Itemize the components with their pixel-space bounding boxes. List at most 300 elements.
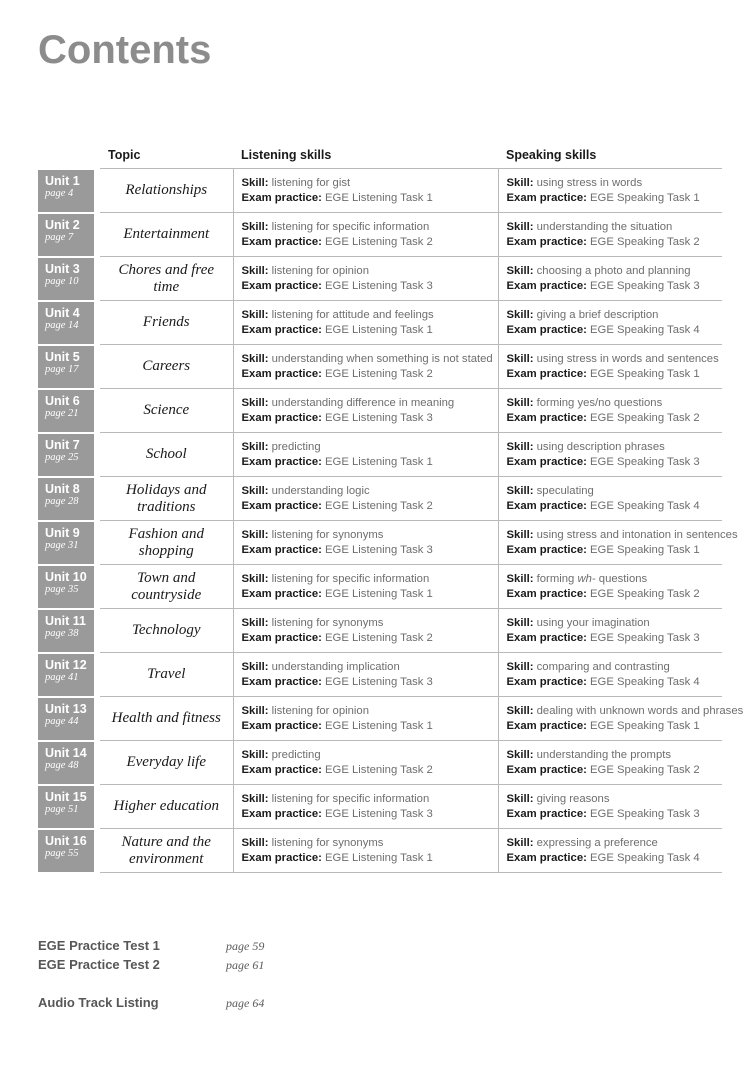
topic-label: Friends xyxy=(142,314,190,331)
skill-label: Skill: xyxy=(506,616,534,629)
listening-skills xyxy=(234,742,498,783)
footer-entry[interactable] xyxy=(38,995,538,1011)
topic-label: Nature and the environment xyxy=(121,833,211,867)
speaking-exam-line xyxy=(507,455,715,470)
skill-label: Skill: xyxy=(241,792,269,805)
speaking-skill-value: understanding the prompts xyxy=(536,748,672,761)
footer-entries xyxy=(38,938,538,1014)
speaking-exam-value: EGE Speaking Task 4 xyxy=(590,675,700,688)
listening-exam-line xyxy=(242,367,490,382)
table-row[interactable] xyxy=(38,785,722,829)
unit-badge[interactable] xyxy=(38,654,94,696)
speaking-skills xyxy=(499,170,723,211)
table-row[interactable] xyxy=(38,213,722,257)
speaking-skills xyxy=(499,302,723,343)
listening-exam-line xyxy=(242,851,490,866)
listening-skill-value: listening for attitude and feelings xyxy=(271,308,434,321)
exam-practice-label: Exam practice: xyxy=(506,455,587,468)
listening-skill-line xyxy=(242,308,490,323)
listening-skill-line xyxy=(242,704,490,719)
listening-cell xyxy=(233,169,498,213)
listening-exam-line xyxy=(242,719,490,734)
listening-skill-line xyxy=(242,220,490,235)
speaking-skill-value: understanding the situation xyxy=(536,220,673,233)
listening-exam-value: EGE Listening Task 2 xyxy=(325,499,433,512)
listening-skill-line xyxy=(242,264,490,279)
listening-skill-line xyxy=(242,528,490,543)
listening-exam-line xyxy=(242,631,490,646)
header-listening-skills: Listening skills xyxy=(241,148,332,162)
topic-label: Town and countryside xyxy=(131,569,202,603)
skill-label: Skill: xyxy=(241,220,269,233)
listening-cell xyxy=(233,213,498,257)
exam-practice-label: Exam practice: xyxy=(506,763,587,776)
listening-cell xyxy=(233,785,498,829)
skill-label: Skill: xyxy=(241,352,269,365)
listening-exam-line xyxy=(242,191,490,206)
exam-practice-label: Exam practice: xyxy=(506,675,587,688)
listening-skill-value: understanding implication xyxy=(271,660,400,673)
unit-cell[interactable] xyxy=(38,785,100,829)
listening-exam-value: EGE Listening Task 1 xyxy=(325,323,433,336)
unit-page-label: page 7 xyxy=(45,231,74,243)
listening-skill-line xyxy=(241,352,493,367)
unit-badge[interactable] xyxy=(38,522,94,564)
speaking-cell xyxy=(498,433,722,477)
speaking-cell xyxy=(498,785,722,829)
topic-label: Science xyxy=(143,402,190,419)
speaking-skill-line xyxy=(506,704,744,719)
speaking-skills xyxy=(499,742,723,783)
listening-exam-value: EGE Listening Task 1 xyxy=(325,719,433,732)
speaking-cell xyxy=(498,213,722,257)
speaking-skill-line xyxy=(506,352,719,367)
listening-exam-value: EGE Listening Task 2 xyxy=(325,763,433,776)
speaking-skill-value: using stress in words xyxy=(536,176,643,189)
listening-exam-line xyxy=(242,323,490,338)
listening-exam-value: EGE Listening Task 3 xyxy=(325,411,433,424)
unit-page-label: page 41 xyxy=(45,671,79,683)
speaking-skill-line xyxy=(507,220,715,235)
listening-cell xyxy=(233,389,498,433)
skill-label: Skill: xyxy=(241,308,269,321)
exam-practice-label: Exam practice: xyxy=(241,675,322,688)
unit-badge[interactable] xyxy=(38,434,94,476)
skill-label: Skill: xyxy=(241,836,269,849)
speaking-cell xyxy=(498,829,722,873)
skill-label: Skill: xyxy=(506,528,534,541)
speaking-exam-value: EGE Speaking Task 1 xyxy=(590,191,700,204)
topic-cell xyxy=(100,257,233,301)
skill-label: Skill: xyxy=(241,440,269,453)
page-title: Contents xyxy=(38,28,212,72)
listening-skill-value: listening for opinion xyxy=(271,704,369,717)
listening-skill-value: listening for specific information xyxy=(271,792,430,805)
topic-cell xyxy=(100,477,233,521)
skill-label: Skill: xyxy=(506,660,534,673)
listening-skill-value: listening for gist xyxy=(271,176,351,189)
table-row[interactable] xyxy=(38,829,722,873)
unit-page-label: page 25 xyxy=(45,451,79,463)
speaking-exam-value: EGE Speaking Task 3 xyxy=(590,455,700,468)
unit-page-label: page 44 xyxy=(45,715,79,727)
unit-badge[interactable] xyxy=(38,302,94,344)
listening-cell xyxy=(233,257,498,301)
listening-skills xyxy=(234,478,498,519)
speaking-skill-value: forming wh- questions xyxy=(536,572,648,585)
exam-practice-label: Exam practice: xyxy=(241,587,322,600)
unit-number-label: Unit 7 xyxy=(45,437,80,452)
table-row[interactable] xyxy=(38,301,722,345)
table-row[interactable] xyxy=(38,477,722,521)
table-row[interactable] xyxy=(38,521,722,565)
topic-cell xyxy=(100,301,233,345)
unit-page-label: page 17 xyxy=(45,363,79,375)
speaking-skill-line xyxy=(507,616,715,631)
exam-practice-label: Exam practice: xyxy=(506,631,587,644)
listening-skills xyxy=(234,390,498,431)
speaking-skills xyxy=(499,258,723,299)
listening-cell xyxy=(233,829,498,873)
unit-cell[interactable] xyxy=(38,345,100,389)
footer-entry[interactable] xyxy=(38,957,538,973)
unit-page-label: page 28 xyxy=(45,495,79,507)
speaking-skill-value: comparing and contrasting xyxy=(536,660,670,673)
topic-label: Careers xyxy=(142,358,191,375)
unit-badge[interactable] xyxy=(38,346,94,388)
table-row[interactable] xyxy=(38,697,722,741)
table-row[interactable] xyxy=(38,653,722,697)
unit-cell[interactable] xyxy=(38,565,100,609)
header-topic: Topic xyxy=(108,148,141,162)
skill-label: Skill: xyxy=(506,748,534,761)
topic-label: Everyday life xyxy=(126,754,207,771)
listening-exam-line xyxy=(242,235,490,250)
unit-cell[interactable] xyxy=(38,521,100,565)
footer-entry-label: EGE Practice Test 1 xyxy=(38,938,160,953)
skill-label: Skill: xyxy=(506,484,534,497)
topic-label: Relationships xyxy=(125,182,208,199)
unit-cell[interactable] xyxy=(38,169,100,213)
speaking-skill-value: speculating xyxy=(536,484,594,497)
unit-number-label: Unit 2 xyxy=(45,217,80,232)
listening-exam-value: EGE Listening Task 1 xyxy=(325,455,433,468)
unit-badge[interactable] xyxy=(38,390,94,432)
footer-entry[interactable] xyxy=(38,938,538,954)
speaking-skill-line xyxy=(507,396,715,411)
speaking-skill-value: expressing a preference xyxy=(536,836,658,849)
exam-practice-label: Exam practice: xyxy=(506,807,587,820)
listening-skills xyxy=(234,566,498,607)
topic-cell xyxy=(100,565,233,609)
skill-label: Skill: xyxy=(241,660,269,673)
listening-skills xyxy=(234,170,498,211)
listening-skill-value: listening for synonyms xyxy=(271,836,384,849)
skill-label: Skill: xyxy=(241,572,269,585)
skill-label: Skill: xyxy=(506,836,534,849)
listening-exam-line xyxy=(242,763,490,778)
speaking-exam-line xyxy=(507,367,715,382)
listening-skill-value: listening for specific information xyxy=(271,220,430,233)
speaking-cell xyxy=(498,301,722,345)
unit-cell[interactable] xyxy=(38,389,100,433)
speaking-skill-value: dealing with unknown words and phrases xyxy=(536,704,744,717)
table-row[interactable] xyxy=(38,169,722,213)
speaking-exam-value: EGE Speaking Task 4 xyxy=(590,323,700,336)
unit-badge[interactable] xyxy=(38,698,94,740)
skill-label: Skill: xyxy=(506,704,534,717)
speaking-cell xyxy=(498,345,722,389)
unit-number-label: Unit 12 xyxy=(45,657,87,672)
listening-skills xyxy=(234,522,498,563)
listening-skill-line xyxy=(242,660,490,675)
unit-cell[interactable] xyxy=(38,697,100,741)
speaking-exam-value: EGE Speaking Task 4 xyxy=(590,851,700,864)
unit-cell[interactable] xyxy=(38,609,100,653)
speaking-exam-line xyxy=(507,631,715,646)
unit-cell[interactable] xyxy=(38,433,100,477)
topic-label: Higher education xyxy=(113,798,219,815)
header-speaking-skills: Speaking skills xyxy=(506,148,597,162)
speaking-cell xyxy=(498,697,744,741)
speaking-skills xyxy=(499,434,723,475)
table-row[interactable] xyxy=(38,741,722,785)
speaking-skill-value: choosing a photo and planning xyxy=(536,264,691,277)
speaking-skill-value: using stress and intonation in sentences xyxy=(536,528,738,541)
listening-skill-line xyxy=(242,572,490,587)
speaking-skills xyxy=(499,390,723,431)
topic-cell xyxy=(100,345,233,389)
exam-practice-label: Exam practice: xyxy=(241,191,322,204)
listening-skill-line xyxy=(242,792,490,807)
exam-practice-label: Exam practice: xyxy=(241,807,322,820)
unit-cell[interactable] xyxy=(38,829,100,873)
listening-skill-line xyxy=(242,748,490,763)
topic-label: Technology xyxy=(131,622,201,639)
skill-label: Skill: xyxy=(506,396,534,409)
listening-exam-line xyxy=(242,411,490,426)
topic-cell xyxy=(100,433,233,477)
speaking-exam-line xyxy=(507,675,715,690)
topic-cell xyxy=(100,389,233,433)
listening-cell xyxy=(233,433,498,477)
table-header-row xyxy=(38,148,722,169)
listening-skills xyxy=(234,610,498,651)
listening-skills xyxy=(234,698,498,739)
speaking-skills xyxy=(499,214,723,255)
listening-cell xyxy=(233,697,498,741)
speaking-skill-line xyxy=(507,308,715,323)
unit-page-label: page 14 xyxy=(45,319,79,331)
table-row[interactable] xyxy=(38,345,722,389)
exam-practice-label: Exam practice: xyxy=(241,235,322,248)
unit-badge[interactable] xyxy=(38,566,94,608)
topic-label: Holidays and traditions xyxy=(126,481,207,515)
skill-label: Skill: xyxy=(506,440,534,453)
speaking-exam-line xyxy=(507,323,715,338)
unit-badge[interactable] xyxy=(38,214,94,256)
speaking-skill-line xyxy=(507,792,715,807)
exam-practice-label: Exam practice: xyxy=(241,763,322,776)
listening-exam-value: EGE Listening Task 3 xyxy=(325,675,433,688)
exam-practice-label: Exam practice: xyxy=(241,543,322,556)
unit-number-label: Unit 6 xyxy=(45,393,80,408)
topic-label: Fashion and shopping xyxy=(128,525,204,559)
speaking-skills xyxy=(499,610,723,651)
unit-badge[interactable] xyxy=(38,742,94,784)
table-row[interactable] xyxy=(38,257,722,301)
speaking-skill-value: using description phrases xyxy=(536,440,665,453)
listening-skill-line xyxy=(242,440,490,455)
unit-badge[interactable] xyxy=(38,786,94,828)
unit-badge[interactable] xyxy=(38,258,94,300)
exam-practice-label: Exam practice: xyxy=(506,499,587,512)
listening-skill-value: listening for synonyms xyxy=(271,528,384,541)
listening-exam-value: EGE Listening Task 3 xyxy=(325,279,433,292)
speaking-cell xyxy=(498,609,722,653)
listening-skill-line xyxy=(242,484,490,499)
topic-label: Chores and free time xyxy=(118,261,215,295)
header-unit xyxy=(38,148,100,169)
unit-page-label: page 10 xyxy=(45,275,79,287)
exam-practice-label: Exam practice: xyxy=(506,367,587,380)
topic-cell xyxy=(100,697,233,741)
listening-cell xyxy=(233,345,498,389)
speaking-exam-value: EGE Speaking Task 2 xyxy=(590,411,700,424)
exam-practice-label: Exam practice: xyxy=(506,191,587,204)
unit-number-label: Unit 1 xyxy=(45,173,80,188)
unit-badge[interactable] xyxy=(38,830,94,872)
speaking-skill-value: using your imagination xyxy=(536,616,650,629)
footer-entry-page: page 59 xyxy=(226,939,265,953)
listening-skills xyxy=(234,786,498,827)
unit-number-label: Unit 16 xyxy=(45,833,87,848)
skill-label: Skill: xyxy=(506,572,534,585)
unit-badge[interactable] xyxy=(38,170,94,212)
unit-page-label: page 38 xyxy=(45,627,79,639)
speaking-cell xyxy=(498,565,722,609)
listening-skill-value: listening for synonyms xyxy=(271,616,384,629)
listening-cell xyxy=(233,565,498,609)
table-row[interactable] xyxy=(38,433,722,477)
speaking-skill-line xyxy=(507,176,715,191)
speaking-exam-value: EGE Speaking Task 2 xyxy=(590,763,700,776)
speaking-skill-line xyxy=(507,748,715,763)
speaking-exam-line xyxy=(507,807,715,822)
listening-exam-value: EGE Listening Task 2 xyxy=(325,631,433,644)
topic-cell xyxy=(100,785,233,829)
listening-exam-value: EGE Listening Task 2 xyxy=(325,235,433,248)
speaking-skill-value: using stress in words and sentences xyxy=(536,352,719,365)
speaking-cell xyxy=(498,169,722,213)
unit-cell[interactable] xyxy=(38,257,100,301)
unit-cell[interactable] xyxy=(38,741,100,785)
unit-cell[interactable] xyxy=(38,477,100,521)
exam-practice-label: Exam practice: xyxy=(241,499,322,512)
listening-skills xyxy=(234,258,498,299)
listening-exam-line xyxy=(242,499,490,514)
topic-label: Health and fitness xyxy=(111,710,221,727)
speaking-exam-value: EGE Speaking Task 3 xyxy=(590,279,700,292)
unit-badge[interactable] xyxy=(38,610,94,652)
unit-cell[interactable] xyxy=(38,213,100,257)
speaking-skills xyxy=(499,654,723,695)
listening-exam-line xyxy=(242,807,490,822)
speaking-cell xyxy=(498,257,722,301)
listening-cell xyxy=(233,609,498,653)
skill-label: Skill: xyxy=(241,616,269,629)
speaking-cell xyxy=(498,521,738,565)
exam-practice-label: Exam practice: xyxy=(506,851,587,864)
topic-cell xyxy=(100,521,233,565)
topic-label: School xyxy=(145,446,187,463)
speaking-skills xyxy=(499,522,738,563)
skill-label: Skill: xyxy=(241,528,269,541)
skill-label: Skill: xyxy=(506,352,534,365)
listening-skill-value: understanding logic xyxy=(271,484,370,497)
footer-entry-page: page 61 xyxy=(226,958,265,972)
listening-skill-line xyxy=(242,836,490,851)
speaking-exam-line xyxy=(507,411,715,426)
unit-cell[interactable] xyxy=(38,301,100,345)
listening-skill-value: predicting xyxy=(271,748,321,761)
footer-entry-page: page 64 xyxy=(226,996,265,1010)
listening-skill-line xyxy=(242,396,490,411)
unit-page-label: page 21 xyxy=(45,407,79,419)
listening-skill-line xyxy=(242,616,490,631)
unit-page-label: page 55 xyxy=(45,847,79,859)
speaking-exam-line xyxy=(507,587,715,602)
listening-skill-value: listening for opinion xyxy=(271,264,369,277)
speaking-skill-line xyxy=(507,484,715,499)
listening-cell xyxy=(233,741,498,785)
exam-practice-label: Exam practice: xyxy=(241,631,322,644)
listening-skill-value: listening for specific information xyxy=(271,572,430,585)
unit-badge[interactable] xyxy=(38,478,94,520)
speaking-exam-value: EGE Speaking Task 1 xyxy=(590,543,700,556)
table-row[interactable] xyxy=(38,565,722,609)
listening-exam-line xyxy=(242,543,490,558)
unit-number-label: Unit 10 xyxy=(45,569,87,584)
table-row[interactable] xyxy=(38,389,722,433)
unit-page-label: page 4 xyxy=(45,187,74,199)
listening-cell xyxy=(233,521,498,565)
speaking-skills xyxy=(499,830,723,871)
exam-practice-label: Exam practice: xyxy=(241,719,322,732)
listening-exam-line xyxy=(242,279,490,294)
speaking-exam-line xyxy=(507,719,715,734)
unit-number-label: Unit 13 xyxy=(45,701,87,716)
table-row[interactable] xyxy=(38,609,722,653)
unit-cell[interactable] xyxy=(38,653,100,697)
speaking-skill-line xyxy=(507,836,715,851)
listening-skill-value: understanding when something is not stated xyxy=(271,352,493,365)
unit-page-label: page 31 xyxy=(45,539,79,551)
listening-skills xyxy=(234,830,498,871)
listening-skill-value: understanding difference in meaning xyxy=(271,396,455,409)
speaking-skills xyxy=(499,346,723,387)
exam-practice-label: Exam practice: xyxy=(506,323,587,336)
exam-practice-label: Exam practice: xyxy=(241,323,322,336)
contents-table-wrapper xyxy=(38,148,744,874)
exam-practice-label: Exam practice: xyxy=(241,455,322,468)
speaking-skill-line xyxy=(507,440,715,455)
unit-number-label: Unit 9 xyxy=(45,525,80,540)
unit-number-label: Unit 4 xyxy=(45,305,80,320)
listening-exam-value: EGE Listening Task 1 xyxy=(325,851,433,864)
exam-practice-label: Exam practice: xyxy=(241,367,322,380)
exam-practice-label: Exam practice: xyxy=(241,851,322,864)
